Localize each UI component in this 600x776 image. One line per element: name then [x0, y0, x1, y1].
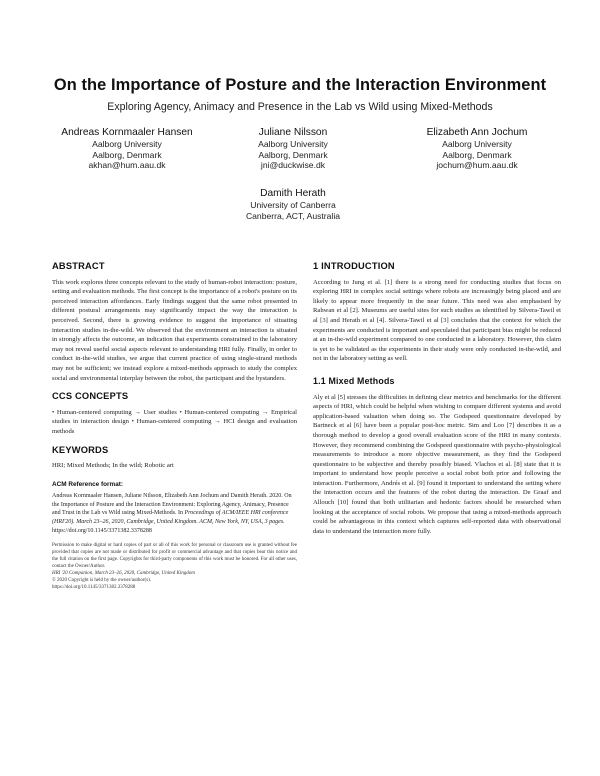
acm-reference-section — [52, 480, 297, 536]
permission-text: Permission to make digital or hard copies of part or all of this work for personal or classroom use is granted without fee provided that copies are not made or distributed for profit or commercial advantage and that copies bear this notice and the full citation on the first page. Copyrights for third-party components of this work must be honored. For all other uses, contact the Owner/Author. — [52, 543, 297, 569]
acm-reference-heading: ACM Reference format: — [52, 480, 124, 488]
venue-text: HRI '20 Companion, March 23–26, 2020, Cambridge, United Kingdom — [52, 570, 195, 576]
right-column — [313, 262, 561, 545]
author-affiliation: University of Canberra — [250, 200, 336, 210]
author-affiliation: Aalborg University — [92, 139, 162, 149]
acm-reference-italic: Proceedings of ACM/IEEE HRI conference (HRI'20). March 23–26, 2020, Cambridge, United Kingdom. ACM, New York, NY, USA, 3 pages. — [52, 510, 289, 526]
author-block-3 — [392, 127, 562, 171]
paper-title: On the Importance of Posture and the Interaction Environment — [53, 76, 547, 94]
author-location: Aalborg, Denmark — [442, 149, 512, 160]
author-location: Canberra, ACT, Australia — [245, 210, 341, 221]
abstract-heading: ABSTRACT — [52, 261, 105, 271]
author-block-4 — [228, 188, 358, 221]
ccs-heading: CCS CONCEPTS — [52, 391, 129, 402]
author-location: Aalborg, Denmark — [92, 149, 162, 160]
permission-venue — [52, 571, 297, 578]
mixed-methods-heading: 1.1 Mixed Methods — [313, 375, 395, 386]
acm-reference-doi[interactable]: https://doi.org/10.1145/3371382.3378288 — [52, 527, 152, 534]
mixed-methods-section — [313, 377, 561, 537]
acm-reference-part: Andreas Kornmaaler Hansen, Juliane Nilsson, Elizabeth Ann Jochum and Damith Herath. 2020. On the Importance of Posture and the Interaction Environment: Exploring Agency, Animacy, Presence and Trust in the Lab vs Wild using Mixed-Methods. In — [52, 493, 292, 517]
permission-copyright: © 2020 Copyright is held by the owner/author(s). — [52, 577, 152, 583]
author-email[interactable]: akhan@hum.aau.dk — [88, 160, 166, 171]
author-email[interactable]: jochum@hum.aau.dk — [436, 160, 518, 171]
mixed-methods-text: Aly et al [5] stresses the difficulties in defining clear metrics and benchmarks for the different aspects of HRI, which could be helpful when wishing to compare different systems and avoid application-based valuation when doing so. The Godspeed questionnaire developed by Bartneck et al [6] have been a popular post-hoc metric. Sim and Loo [7] describes it as a thorough method to develop a good overall evaluation score of the HRI in many contexts. However, they recommend combining the Godspeed questionnaire with psycho-physiological measurements to introduce a more objective measurement, as they find the Godspeed questionnaire to be subjective and thereby possibly biased. Vlachos et al. [8] state that it is important to understand how people perceive a social robot both prior and following the interaction. Furthermore, Andrés et al. [9] found it important to understand the setting where the interaction occurs and the features of the robot during the interaction. De Graaf and Allouch [10] found that both utilitarian and hedonic factors should be researched when looking at the acceptance of social robots. We propose that using a mixed-methods approach could be advantageous in this context which captures self-reported data with observational data to understand the interaction more fully. — [313, 393, 561, 535]
author-block-2 — [228, 127, 358, 171]
ccs-text: • Human-centered computing → User studies • Human-centered computing → Empirical studies in interaction design • Human-centered computing → HCI design and evaluation methods — [52, 408, 297, 435]
abstract-section — [52, 262, 297, 383]
ccs-section — [52, 392, 297, 436]
keywords-heading: KEYWORDS — [52, 444, 109, 455]
author-name: Andreas Kornmaaler Hansen — [61, 127, 193, 138]
left-column — [52, 262, 297, 592]
author-affiliation: Aalborg University — [258, 139, 328, 149]
author-name: Damith Herath — [260, 188, 326, 199]
author-block-1 — [52, 127, 202, 171]
keywords-text: HRI; Mixed Methods; In the wild; Robotic art — [52, 462, 174, 470]
author-name: Elizabeth Ann Jochum — [426, 127, 528, 138]
paper-subtitle: Exploring Agency, Animacy and Presence in the Lab vs Wild using Mixed-Methods — [107, 101, 493, 113]
permission-notice — [52, 543, 297, 591]
author-location: Aalborg, Denmark — [258, 149, 328, 160]
acm-reference-text — [52, 492, 297, 535]
author-name: Juliane Nilsson — [258, 127, 328, 138]
author-affiliation: Aalborg University — [442, 139, 512, 149]
author-email[interactable]: jni@duckwise.dk — [260, 160, 326, 171]
permission-doi[interactable]: https://doi.org/10.1145/3371382.3378288 — [52, 584, 136, 590]
introduction-section — [313, 262, 561, 364]
introduction-text: According to Jung et al. [1] there is a strong need for conducting studies that focus on exploring HRI in complex social settings where robots are increasingly being placed and are likely to appear more frequently in the near future. This need was also emphasised by Rahwan et al [2]. Museums are useful sites for such studies as identified by Silvera-Tawil et al [3] and Herath et al [4]. Silvera-Tawil et al [3] concludes that the context for which the experiments are conducted is important and speculated that participant bias might be reduced at an in-the-wild experiment compared to one conducted in a laboratory. However, this claim is yet to be validated as the experiments in their study were only conducted in-the-wild, and not in the laboratory setting as well. — [313, 278, 561, 363]
keywords-section — [52, 446, 297, 471]
abstract-text: This work explores three concepts relevant to the study of human-robot interaction: posture, setting and evaluation methods. The first concept is the importance of a robot's posture on its perceived interaction affordances. Early findings suggest that the same robot presented in different postural arrangements may significantly impact the way the interaction is perceived. Second, there is growing evidence to suggest the importance of situating interaction studies in-the-wild. We observed that the environment an interaction is situated in strongly affects the outcome, an indication that experiments constrained to the laboratory may not reveal useful social aspects relevant to understanding HRI fully. Finally, in order to conduct in-the-wild studies, we argue that current practice of using single-strand methods may not be sufficient; we instead explore a mixed-methods approach to study the complex social and environmental interplay between the robot, the participant and the bystanders. — [52, 278, 297, 382]
introduction-heading: 1 INTRODUCTION — [313, 261, 395, 271]
